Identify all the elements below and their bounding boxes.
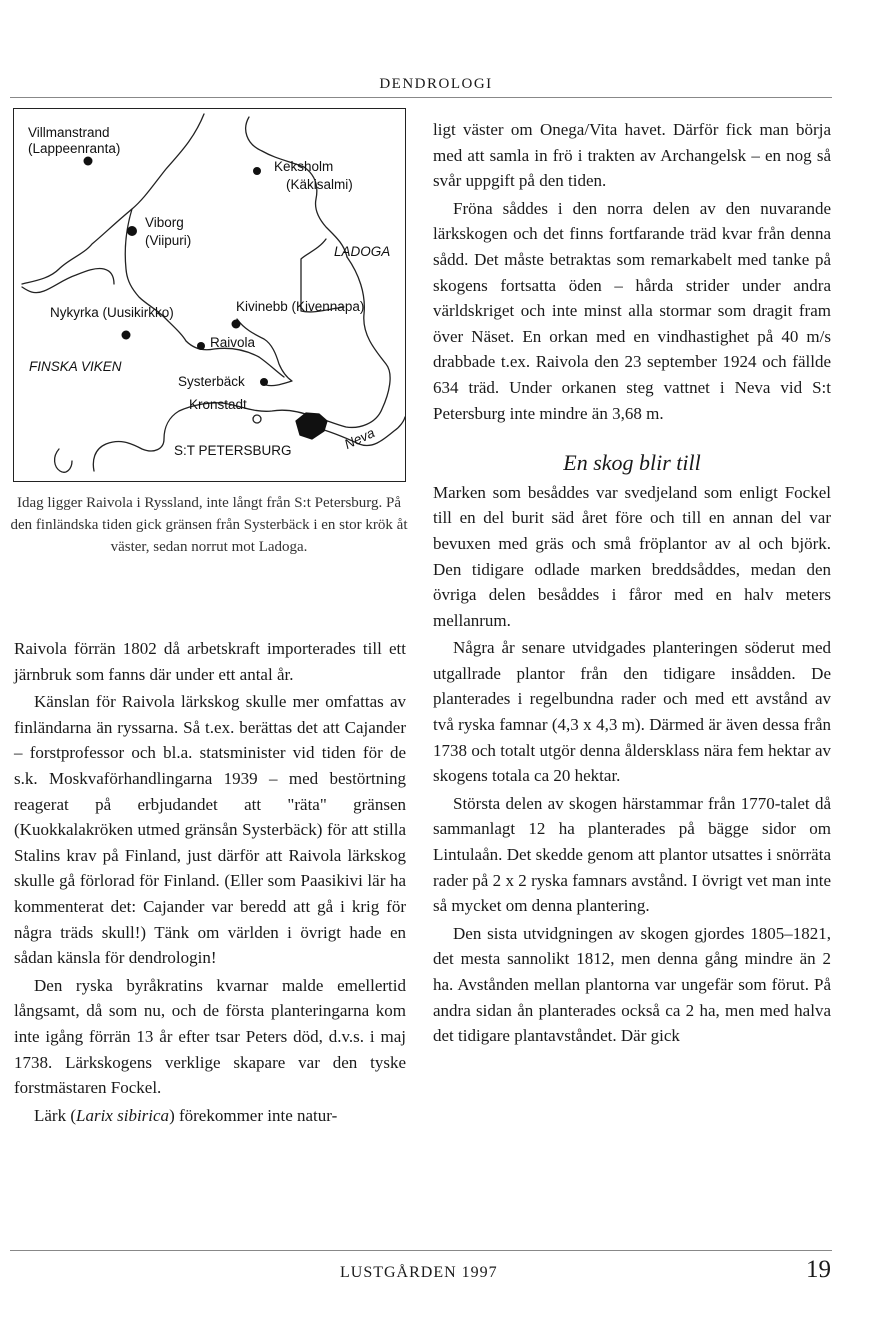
map-label-nykyrka: Nykyrka (Uusikirkko) (50, 305, 174, 320)
dot-systerback (260, 378, 268, 386)
paragraph: Största delen av skogen härstammar från 1770-talet då sammanlagt 12 ha planterades på bägge sidor om Lintulaån. Det skedde genom att plantor utsattes i snörräta rader på 2 x 2 ryska famnars avstånd. I övrigt vet man inte så mycket om denna plantering. (433, 793, 831, 916)
paragraph: Raivola förrän 1802 då arbetskraft importerades till ett järnbruk som fanns där under ett antal år. (14, 639, 406, 684)
paragraph: Marken som besåddes var svedjeland som enligt Fockel till en del burit säd året före och till en annan del var bevuxen med gräs och små fröplantor av al och björk. Den tidigare odlade marken breddsåddes, medan den övriga delen besåddes i fåror med en halv meters mellanrum. (433, 482, 831, 630)
map-label-st-petersburg: S:T PETERSBURG (174, 443, 292, 458)
dot-keksholm (253, 167, 261, 175)
map-label-finska-viken: FINSKA VIKEN (29, 359, 122, 374)
st-petersburg-city-mark (296, 413, 327, 439)
journal-footer: LUSTGÅRDEN 1997 (340, 1264, 498, 1281)
right-column (433, 117, 831, 1051)
map-label-lappeenranta: (Lappeenranta) (28, 141, 121, 156)
map-label-neva: Neva (342, 425, 377, 453)
map-label-ladoga: LADOGA (334, 244, 391, 259)
coast-east (314, 257, 390, 427)
paragraph: ligt väster om Onega/Vita havet. Därför fick man börja med att samla in frö i trakten av Archangelsk – en nog så svår uppgift på den tiden. (433, 120, 831, 191)
map-figure (13, 108, 406, 482)
dot-kivinebb (232, 320, 241, 329)
coast-gulf-south (93, 403, 314, 471)
coast-southwest (55, 449, 72, 472)
left-column (14, 636, 406, 1130)
dot-kronstadt (253, 415, 261, 423)
paragraph: Den ryska byråkratins kvarnar malde emellertid långsamt, då som nu, och de första planteringarna kom inte igång förrän 13 år efter tsar Peters död, d.v.s. i maj 1738. Lärkskogens verklige skapare var den tyske forstmästaren Fockel. (14, 975, 406, 1098)
dot-raivola (197, 342, 205, 350)
map-label-viipuri: (Viipuri) (145, 233, 192, 248)
map-label-kivinebb: Kivinebb (Kivennapa) (236, 299, 365, 314)
paragraph: Den sista utvidgningen av skogen gjordes 1805–1821, det mesta sannolikt 1812, men denna gång mindre än 2 ha. Avstånden mellan plantorna var ungefär som förut. På andra sidan ån planterades också ca 2 ha, men med halva det tidigare plantavståndet. Där gick (433, 923, 831, 1046)
section-heading: En skog blir till (563, 450, 701, 476)
map-label-viborg: Viborg (145, 215, 184, 230)
paragraph: Några år senare utvidgades planteringen söderut med utgallrade plantor från den tidigare insådden. De planterades i regelbundna rader och med ett avstånd av två ryska famnar (4,3 x 4,3 m). Därmed är även dessa från 1738 och totalt utgör denna åldersklass nära fem hektar av skogens totala ca 20 hektar. (433, 638, 831, 786)
map-label-villmanstrand: Villmanstrand (28, 125, 110, 140)
map-label-kakisalmi: (Käkisalmi) (286, 177, 353, 192)
map-label-systerback: Systerbäck (178, 374, 245, 389)
map-label-kronstadt: Kronstadt (189, 397, 247, 412)
map-drawing (14, 109, 405, 481)
paragraph: Känslan för Raivola lärkskog skulle mer omfattas av finländarna än ryssarna. Så t.ex. berättas det att Cajander – forstprofessor och bl.a. statsminister vid tiden för de s.k. Moskvaförhandlingarna 1939 – med bestörtning reagerat på erbjudandet att "räta" gränsen (Kuokkalakröken utmed gränsån Systerbäck) för att stilla Stalins krav på Finland, just därför att Raivola lärkskog skulle gå förlorad för Finland. (Eller som Paasikivi lär ha kommenterat det: Cajander var beredd att gå i krig för några träds skull!) Tänk om världen i övrigt hade en sådan känsla för dendrologin! (14, 692, 406, 968)
page-number: 19 (806, 1256, 831, 1283)
map-label-raivola: Raivola (210, 335, 256, 350)
paragraph: Fröna såddes i den norra delen av den nuvarande lärkskogen och det finns fortfarande träd kvar från denna sådd. Det måste betraktas som remarkabelt med tanke på skogens fortsatta öden – hårda strider under andra världskriget och inte minst alla stormar som dragit fram över Näset. En orkan med en vindhastighet på 40 m/s drabbade t.ex. Raivola den 23 september 1924 och fällde 634 träd. Under orkanen steg vattnet i Neva vid S:t Petersburg inte mindre än 3,68 m. (433, 198, 831, 423)
dot-nykyrka (122, 331, 131, 340)
dot-villmanstrand (84, 157, 93, 166)
map-caption: Idag ligger Raivola i Ryssland, inte långt från S:t Petersburg. På den finländska tiden gick gränsen från Systerbäck i en stor krök åt väster, sedan norrut mot Ladoga. (10, 495, 408, 555)
border-systerback (237, 319, 292, 386)
paragraph-last: Lärk (Larix sibirica) förekommer inte natur- (34, 1105, 338, 1125)
dot-viborg (127, 226, 137, 236)
species-name: Larix sibirica (76, 1105, 170, 1125)
running-header: DENDROLOGI (379, 76, 493, 92)
header-rule (10, 97, 832, 98)
map-label-keksholm: Keksholm (274, 159, 334, 174)
footer-rule (10, 1250, 832, 1251)
